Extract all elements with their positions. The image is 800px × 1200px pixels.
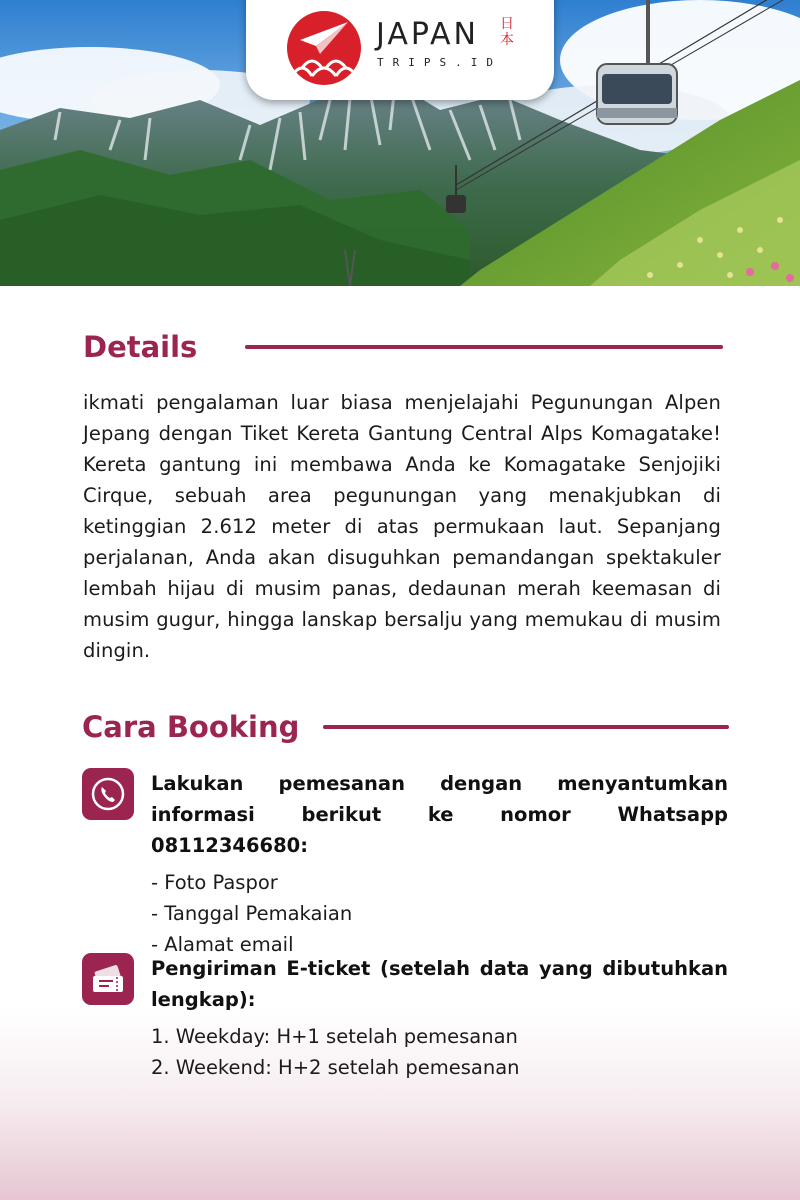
list-item: - Alamat email xyxy=(151,933,294,956)
step-2-title: Pengiriman E-ticket (setelah data yang dibutuhkan lengkap): xyxy=(151,957,728,1011)
brand-kanji: 日本 xyxy=(500,16,514,48)
details-title: Details xyxy=(83,330,198,364)
booking-title: Cara Booking xyxy=(82,710,300,744)
list-item: 1. Weekday: H+1 setelah pemesanan xyxy=(151,1025,518,1048)
details-divider xyxy=(245,345,723,349)
list-item: - Foto Paspor xyxy=(151,871,278,894)
step-2-list xyxy=(151,1021,728,1083)
phone-icon[interactable] xyxy=(82,768,134,820)
step-1-list xyxy=(151,867,728,960)
details-header xyxy=(83,330,723,364)
brand-logo[interactable] xyxy=(246,0,554,100)
brand-name: JAPAN xyxy=(376,17,479,52)
booking-header xyxy=(82,710,729,744)
details-body: ikmati pengalaman luar biasa menjelajahi Pegunungan Alpen Jepang dengan Tiket Kereta Gantung Central Alps Komagatake! Kereta gantung ini membawa Anda ke Komagatake Senjojiki Cirque, sebuah area pegunungan yang menakjubkan di ketinggian 2.612 meter di atas permukaan laut. Sepanjang perjalanan, Anda akan disuguhkan pemandangan spektakuler lembah hijau di musim panas, dedaunan merah keemasan di musim gugur, hingga lanskap bersalju yang memukau di musim dingin. xyxy=(83,391,721,662)
ticket-icon[interactable] xyxy=(82,953,134,1005)
list-item: 2. Weekend: H+2 setelah pemesanan xyxy=(151,1056,520,1079)
booking-divider xyxy=(323,725,729,729)
step-1-title: Lakukan pemesanan dengan menyantumkan informasi berikut ke nomor Whatsapp 08112346680: xyxy=(151,772,728,857)
brand-sub: TRIPS.ID xyxy=(377,56,502,69)
list-item: - Tanggal Pemakaian xyxy=(151,902,353,925)
logo-mark-icon xyxy=(286,10,362,90)
